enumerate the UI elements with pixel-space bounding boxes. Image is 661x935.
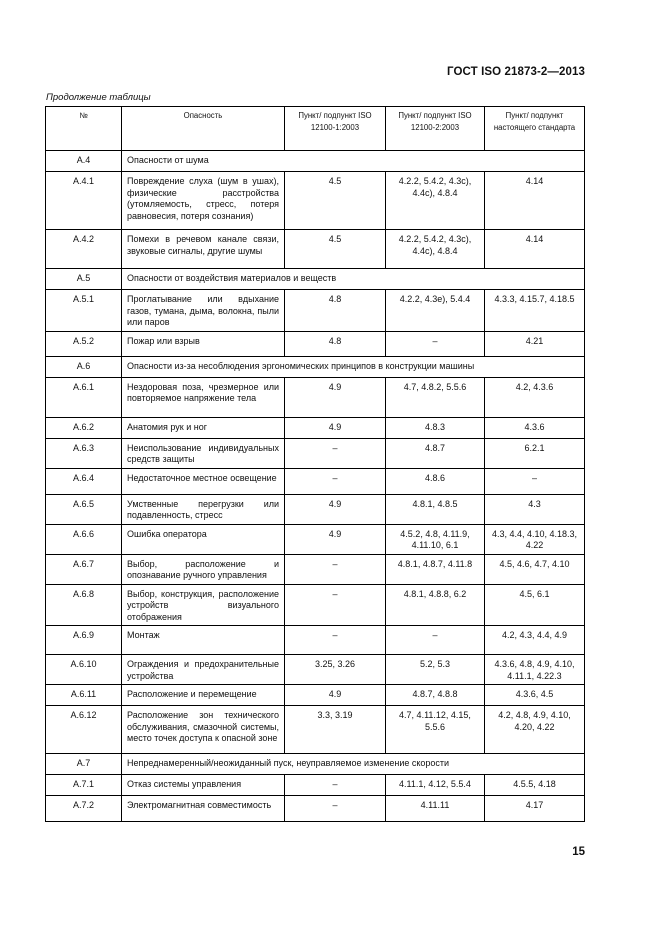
cell-iso-12100-1: –	[285, 626, 386, 655]
hazards-table	[45, 106, 585, 822]
cell-iso-12100-1: –	[285, 775, 386, 796]
table-row	[46, 796, 585, 822]
cell-this-standard: 4.5, 4.6, 4.7, 4.10	[485, 554, 585, 584]
cell-number: A.6	[46, 356, 122, 377]
group-row	[46, 356, 585, 377]
cell-iso-12100-1: –	[285, 584, 386, 626]
cell-number: A.6.12	[46, 706, 122, 754]
cell-iso-12100-2: 4.8.6	[386, 468, 485, 494]
cell-hazard: Пожар или взрыв	[122, 331, 285, 356]
cell-group-title: Непреднамеренный/неожиданный пуск, неуправляемое изменение скорости	[122, 754, 585, 775]
cell-group-title: Опасности от шума	[122, 151, 585, 172]
cell-number: A.7.1	[46, 775, 122, 796]
table-row	[46, 377, 585, 417]
cell-number: A.6.6	[46, 524, 122, 554]
cell-iso-12100-2: 4.2.2, 5.4.2, 4.3c), 4.4c), 4.8.4	[386, 172, 485, 230]
cell-hazard: Монтаж	[122, 626, 285, 655]
col-header-number: №	[46, 107, 122, 151]
cell-hazard: Электромагнитная совместимость	[122, 796, 285, 822]
cell-hazard: Отказ системы управления	[122, 775, 285, 796]
table-caption: Продолжение таблицы	[46, 92, 151, 103]
cell-iso-12100-2: 4.8.1, 4.8.5	[386, 494, 485, 524]
table-row	[46, 494, 585, 524]
cell-this-standard: 6.2.1	[485, 438, 585, 468]
cell-iso-12100-1: 4.9	[285, 524, 386, 554]
cell-number: A.6.8	[46, 584, 122, 626]
cell-hazard: Анатомия рук и ног	[122, 417, 285, 438]
col-header-iso-12100-1: Пункт/ подпункт ISO 12100-1:2003	[285, 107, 386, 151]
cell-iso-12100-2: –	[386, 331, 485, 356]
cell-iso-12100-2: 4.2.2, 4.3e), 5.4.4	[386, 290, 485, 332]
cell-this-standard: 4.3.6	[485, 417, 585, 438]
group-row	[46, 269, 585, 290]
cell-iso-12100-2: –	[386, 626, 485, 655]
cell-hazard: Недостаточное местное освещение	[122, 468, 285, 494]
cell-iso-12100-2: 4.11.1, 4.12, 5.5.4	[386, 775, 485, 796]
cell-iso-12100-1: 4.8	[285, 331, 386, 356]
cell-iso-12100-2: 4.8.1, 4.8.7, 4.11.8	[386, 554, 485, 584]
cell-number: A.6.5	[46, 494, 122, 524]
cell-number: A.7.2	[46, 796, 122, 822]
table-row	[46, 438, 585, 468]
cell-hazard: Помехи в речевом канале связи, звуковые сигналы, другие шумы	[122, 230, 285, 269]
cell-iso-12100-2: 4.7, 4.11.12, 4.15, 5.5.6	[386, 706, 485, 754]
cell-this-standard: 4.14	[485, 172, 585, 230]
cell-hazard: Умственные перегрузки или подавленность, стресс	[122, 494, 285, 524]
table-body	[46, 151, 585, 822]
cell-iso-12100-2: 4.5.2, 4.8, 4.11.9, 4.11.10, 6.1	[386, 524, 485, 554]
cell-number: A.5	[46, 269, 122, 290]
cell-iso-12100-1: 4.9	[285, 685, 386, 706]
cell-hazard: Нездоровая поза, чрезмерное или повторяемое напряжение тела	[122, 377, 285, 417]
cell-this-standard: 4.17	[485, 796, 585, 822]
cell-iso-12100-2: 4.8.3	[386, 417, 485, 438]
cell-iso-12100-1: 4.5	[285, 172, 386, 230]
cell-iso-12100-1: –	[285, 554, 386, 584]
table-row	[46, 584, 585, 626]
table-row	[46, 554, 585, 584]
cell-this-standard: 4.3, 4.4, 4.10, 4.18.3, 4.22	[485, 524, 585, 554]
cell-this-standard: 4.3.6, 4.5	[485, 685, 585, 706]
cell-this-standard: 4.3.6, 4.8, 4.9, 4.10, 4.11.1, 4.22.3	[485, 655, 585, 685]
cell-iso-12100-2: 5.2, 5.3	[386, 655, 485, 685]
cell-hazard: Неиспользование индивидуальных средств защиты	[122, 438, 285, 468]
table-row	[46, 685, 585, 706]
cell-iso-12100-1: 4.9	[285, 377, 386, 417]
cell-number: A.6.4	[46, 468, 122, 494]
cell-this-standard: 4.2, 4.3, 4.4, 4.9	[485, 626, 585, 655]
cell-hazard: Расположение зон технического обслуживания, смазочной системы, место точек доступа к опасной зоне	[122, 706, 285, 754]
cell-number: A.6.10	[46, 655, 122, 685]
cell-iso-12100-1: 4.9	[285, 494, 386, 524]
cell-this-standard: 4.3.3, 4.15.7, 4.18.5	[485, 290, 585, 332]
cell-number: A.5.2	[46, 331, 122, 356]
table-row	[46, 290, 585, 332]
cell-iso-12100-2: 4.7, 4.8.2, 5.5.6	[386, 377, 485, 417]
col-header-this-standard: Пункт/ подпункт настоящего стандарта	[485, 107, 585, 151]
col-header-iso-12100-2: Пункт/ подпункт ISO 12100-2:2003	[386, 107, 485, 151]
header-row	[46, 107, 585, 151]
cell-this-standard: 4.3	[485, 494, 585, 524]
cell-hazard: Выбор, конструкция, расположение устройств визуального отображения	[122, 584, 285, 626]
cell-number: A.6.3	[46, 438, 122, 468]
cell-hazard: Ошибка оператора	[122, 524, 285, 554]
cell-iso-12100-1: –	[285, 438, 386, 468]
table-row	[46, 775, 585, 796]
cell-hazard: Расположение и перемещение	[122, 685, 285, 706]
cell-iso-12100-2: 4.8.7, 4.8.8	[386, 685, 485, 706]
cell-iso-12100-1: 4.8	[285, 290, 386, 332]
group-row	[46, 151, 585, 172]
document-code: ГОСТ ISO 21873-2—2013	[447, 66, 585, 78]
cell-iso-12100-1: –	[285, 468, 386, 494]
table-row	[46, 706, 585, 754]
table-header	[46, 107, 585, 151]
cell-hazard: Ограждения и предохранительные устройства	[122, 655, 285, 685]
cell-iso-12100-2: 4.8.7	[386, 438, 485, 468]
group-row	[46, 754, 585, 775]
cell-iso-12100-1: 4.9	[285, 417, 386, 438]
cell-number: A.6.11	[46, 685, 122, 706]
cell-number: A.6.2	[46, 417, 122, 438]
table-row	[46, 626, 585, 655]
table-row	[46, 172, 585, 230]
cell-iso-12100-1: 3.3, 3.19	[285, 706, 386, 754]
cell-this-standard: 4.5.5, 4.18	[485, 775, 585, 796]
table-row	[46, 417, 585, 438]
cell-this-standard: 4.14	[485, 230, 585, 269]
cell-hazard: Повреждение слуха (шум в ушах), физические расстройства (утомляемость, стресс, потеря равновесия, потеря сознания)	[122, 172, 285, 230]
cell-this-standard: –	[485, 468, 585, 494]
cell-number: A.6.7	[46, 554, 122, 584]
cell-group-title: Опасности из-за несоблюдения эргономических принципов в конструкции машины	[122, 356, 585, 377]
table-row	[46, 655, 585, 685]
cell-this-standard: 4.21	[485, 331, 585, 356]
cell-iso-12100-1: 4.5	[285, 230, 386, 269]
table-row	[46, 331, 585, 356]
cell-number: A.4.2	[46, 230, 122, 269]
col-header-hazard: Опасность	[122, 107, 285, 151]
table-row	[46, 230, 585, 269]
cell-this-standard: 4.5, 6.1	[485, 584, 585, 626]
cell-number: A.6.1	[46, 377, 122, 417]
cell-number: A.4	[46, 151, 122, 172]
cell-hazard: Проглатывание или вдыхание газов, тумана, дыма, волокна, пыли или паров	[122, 290, 285, 332]
page-number: 15	[572, 846, 585, 858]
cell-number: A.6.9	[46, 626, 122, 655]
cell-this-standard: 4.2, 4.8, 4.9, 4.10, 4.20, 4.22	[485, 706, 585, 754]
cell-group-title: Опасности от воздействия материалов и веществ	[122, 269, 585, 290]
table-row	[46, 524, 585, 554]
cell-iso-12100-1: 3.25, 3.26	[285, 655, 386, 685]
cell-hazard: Выбор, расположение и опознавание ручного управления	[122, 554, 285, 584]
cell-number: A.5.1	[46, 290, 122, 332]
cell-iso-12100-2: 4.8.1, 4.8.8, 6.2	[386, 584, 485, 626]
table-row	[46, 468, 585, 494]
cell-number: A.4.1	[46, 172, 122, 230]
cell-this-standard: 4.2, 4.3.6	[485, 377, 585, 417]
cell-number: A.7	[46, 754, 122, 775]
cell-iso-12100-1: –	[285, 796, 386, 822]
cell-iso-12100-2: 4.11.11	[386, 796, 485, 822]
cell-iso-12100-2: 4.2.2, 5.4.2, 4.3c), 4.4c), 4.8.4	[386, 230, 485, 269]
